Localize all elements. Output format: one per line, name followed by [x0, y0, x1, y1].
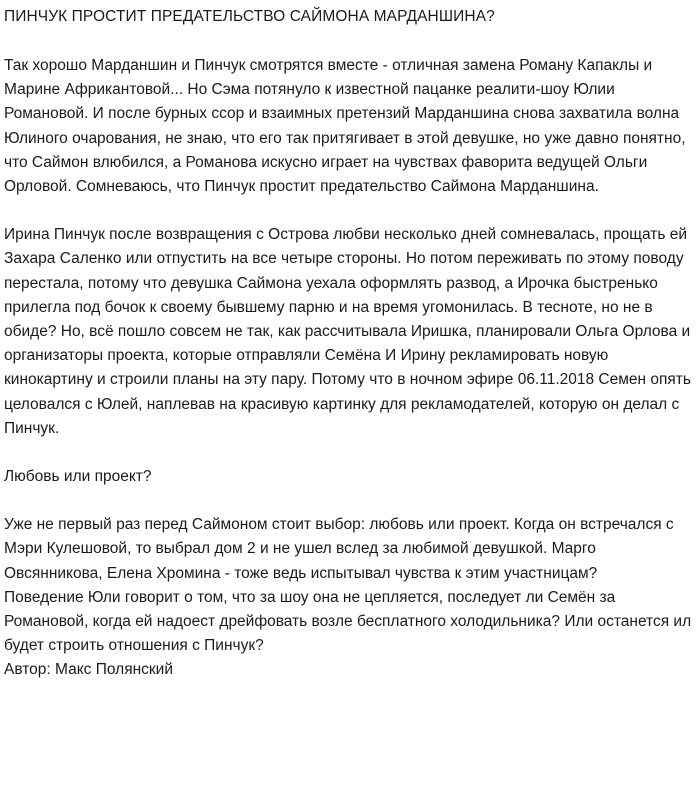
article-paragraph-3: Уже не первый раз перед Саймоном стоит выбор: любовь или проект. Когда он встречался с Мэри Кулешовой, то выбрал дом 2 и не ушел вслед за любимой девушкой. Марго Овсянникова, Елена Хромина - тоже ведь испытывал чувства к этим участницам? — [4, 516, 674, 582]
article-subheading: Любовь или проект? — [4, 468, 152, 486]
article-paragraph-4: Поведение Юли говорит о том, что за шоу она не цепляется, последует ли Семён за Романовой, когда ей надоест дрейфовать возле бесплатного холодильника? Или останется ил будет строить отношения с Пинчук? — [4, 588, 692, 655]
title-spacer — [4, 27, 693, 54]
page-title: ПИНЧУК ПРОСТИТ ПРЕДАТЕЛЬСТВО САЙМОНА МАРДАНШИНА? — [4, 8, 495, 25]
article-author: Автор: Макс Полянский — [4, 661, 173, 679]
article-paragraph-1: Так хорошо Марданшин и Пинчук смотрятся вместе - отличная замена Роману Капаклы и Марине Африкантовой... Но Сэма потянуло к известной пацанке реалити-шоу Юлии Романовой. И после бурных ссор и взаимных претензий Марданшина снова захватила волна Юлиного очарования, не знаю, что его так притягивает в этой девушке, но уже давно понятно, что Саймон влюбился, а Романова искусно играет на чувствах фаворита ведущей Ольги Орловой. Сомневаюсь, что Пинчук простит предательство Саймона Марданшина. — [4, 57, 686, 196]
article-paragraph-2: Ирина Пинчук после возвращения с Острова любви несколько дней сомневалась, прощать ей Захара Саленко или отпустить на все четыре стороны. Но потом переживать по этому поводу перестала, потому что девушка Саймона уехала оформлять развод, а Ирочка быстренько прилегла под бочок к своему бывшему парню и на время угомонилась. В тесноте, но не в обиде? Но, всё пошло совсем не так, как рассчитывала Иришка, планировали Ольга Орлова и организаторы проекта, которые отправляли Семёна И Ирину рекламировать новую кинокартину и строили планы на эту пару. Потому что в ночном эфире 06.11.2018 Семен опять целовался с Юлей, наплевав на красивую картинку для рекламодателей, которую он делал с Пинчук. — [4, 226, 691, 437]
